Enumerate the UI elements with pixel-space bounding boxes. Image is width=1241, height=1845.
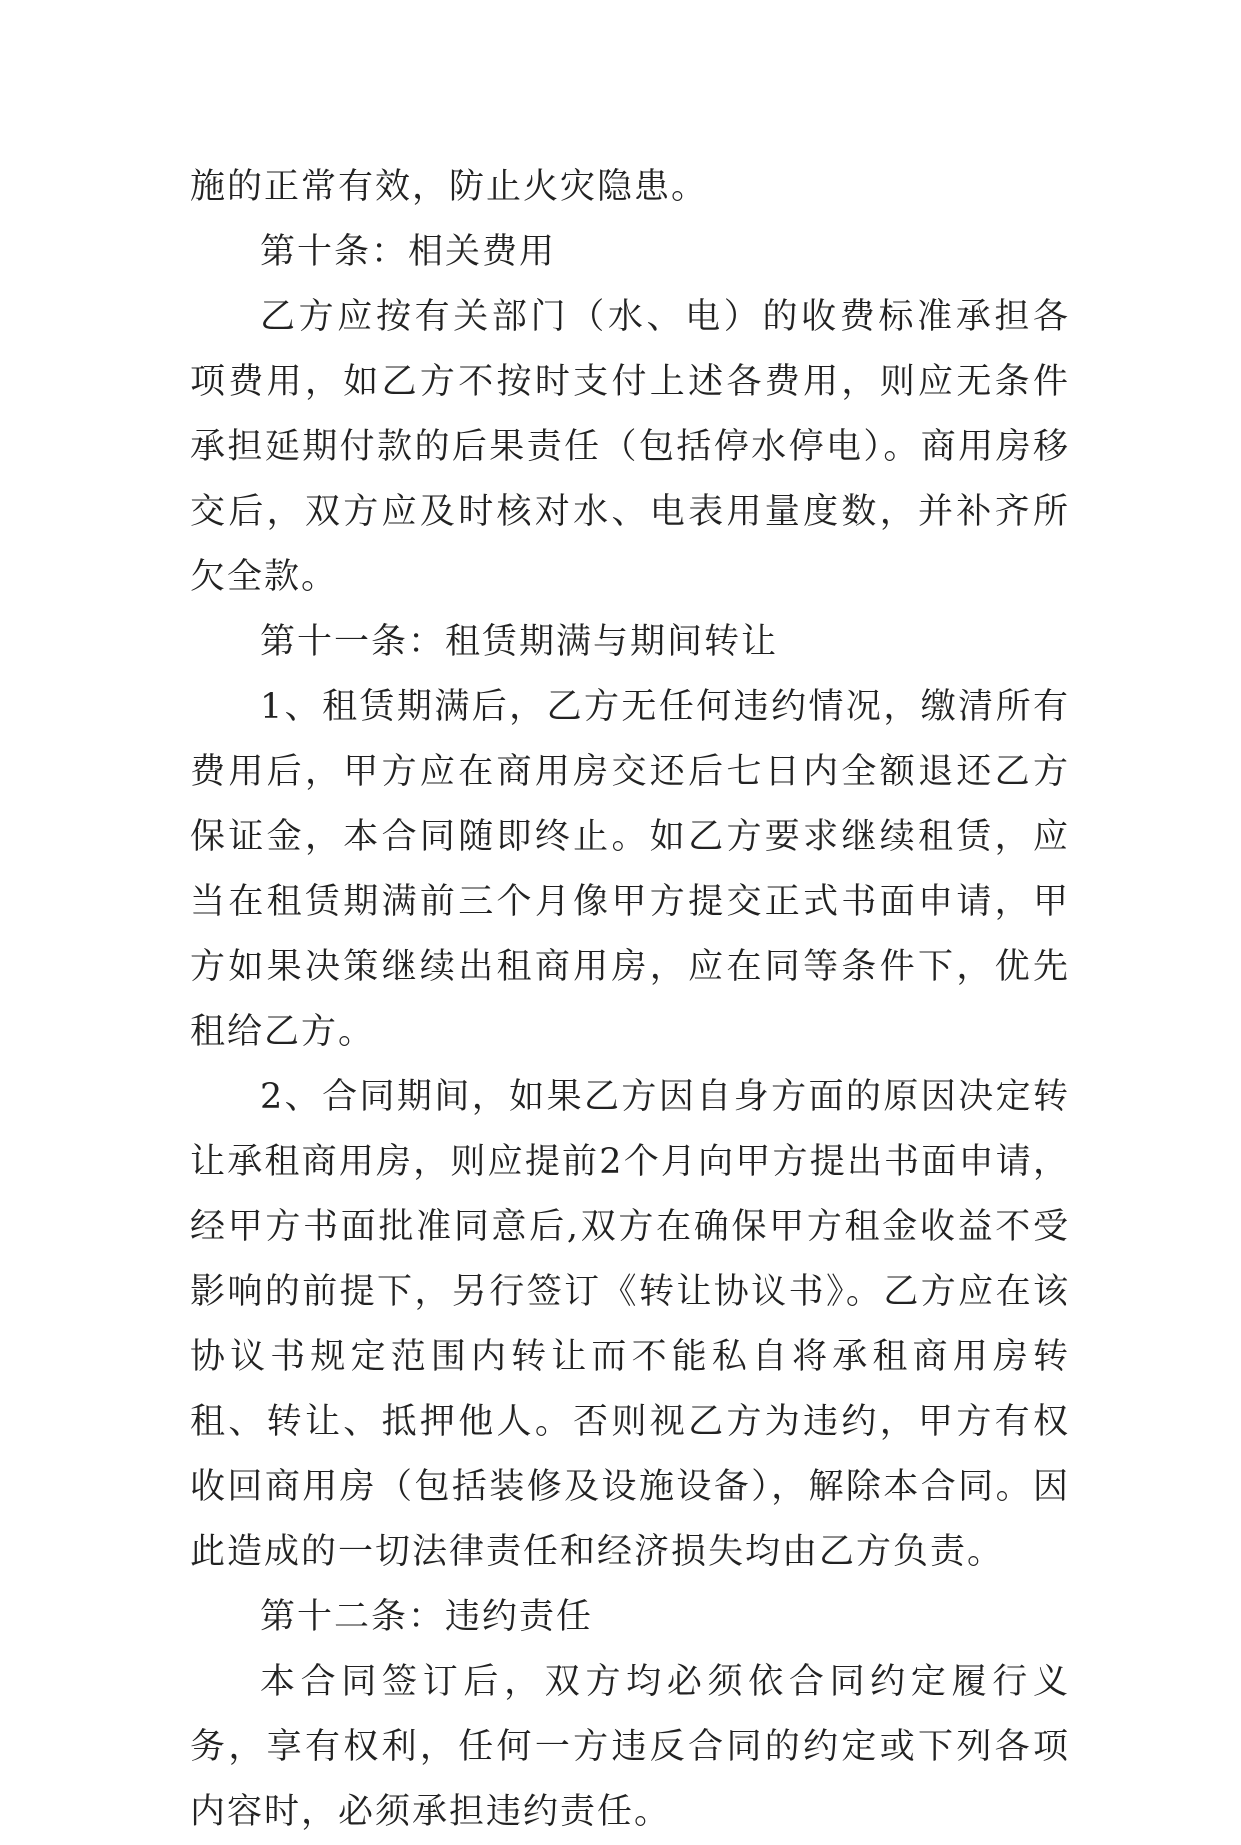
article-10-body: 乙方应按有关部门（水、电）的收费标准承担各项费用，如乙方不按时支付上述各费用，则应无条件承担延期付款的后果责任（包括停水停电）。商用房移交后，双方应及时核对水、电表用量度数，并补齐所欠全款。 (190, 297, 1070, 597)
paragraph-fire-safety: 施的正常有效，防止火灾隐患。 (190, 167, 709, 207)
article-12-heading: 第十二条：违约责任 (260, 1597, 594, 1637)
document-body (190, 155, 1070, 1845)
article-11-clause-1: 1、租赁期满后，乙方无任何违约情况，缴清所有费用后，甲方应在商用房交还后七日内全额退还乙方保证金，本合同随即终止。如乙方要求继续租赁，应当在租赁期满前三个月像甲方提交正式书面申请，甲方如果决策继续出租商用房，应在同等条件下，优先租给乙方。 (190, 687, 1070, 1052)
article-11-clause-2: 2、合同期间，如果乙方因自身方面的原因决定转让承租商用房，则应提前2个月向甲方提出书面申请，经甲方书面批准同意后,双方在确保甲方租金收益不受影响的前提下，另行签订《转让协议书》。乙方应在该协议书规定范围内转让而不能私自将承租商用房转租、转让、抵押他人。否则视乙方为违约，甲方有权收回商用房（包括装修及设施设备），解除本合同。因此造成的一切法律责任和经济损失均由乙方负责。 (190, 1077, 1070, 1572)
article-12-body: 本合同签订后，双方均必须依合同约定履行义务，享有权利，任何一方违反合同的约定或下列各项内容时，必须承担违约责任。 (190, 1662, 1070, 1832)
article-11-heading: 第十一条：租赁期满与期间转让 (260, 622, 779, 662)
article-10-heading: 第十条：相关费用 (260, 232, 557, 272)
